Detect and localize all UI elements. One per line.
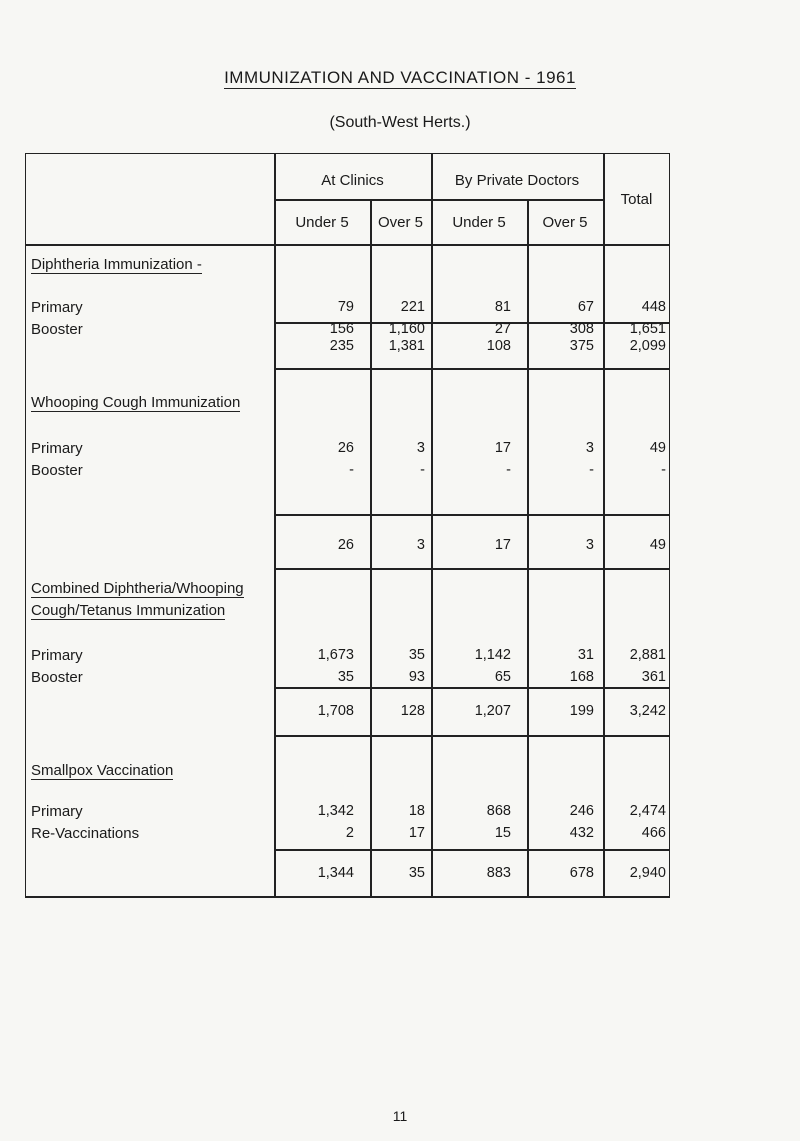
cell-value: - (420, 462, 425, 478)
cell-value: 65 (494, 669, 511, 685)
header-total: Total (620, 191, 653, 208)
header-at-clinics: At Clinics (321, 172, 384, 189)
cell-value: 432 (569, 825, 594, 841)
page-title: IMMUNIZATION AND VACCINATION - 1961 (224, 68, 576, 87)
cell-value: 1,142 (474, 647, 511, 663)
cell-value: - (661, 462, 666, 478)
header-clinics-over-5: Over 5 (377, 214, 423, 231)
page-number: 11 (392, 1108, 408, 1124)
row-label: Re-Vaccinations (31, 825, 140, 842)
row-label: Primary (31, 299, 83, 316)
row-label: Primary (31, 803, 83, 820)
total-value: 375 (569, 338, 594, 354)
cell-value: 2 (345, 825, 354, 841)
cell-value: - (589, 462, 594, 478)
total-value: 883 (486, 865, 511, 881)
cell-value: 246 (569, 803, 594, 819)
cell-value: 2,881 (629, 647, 666, 663)
cell-value: 2,474 (629, 803, 666, 819)
subtotal-line (274, 735, 670, 737)
total-value: 17 (494, 537, 511, 553)
total-value: 1,708 (317, 703, 354, 719)
cell-value: 466 (641, 825, 666, 841)
total-value: 128 (400, 703, 425, 719)
cell-value: 156 (329, 321, 354, 337)
cell-value: 15 (494, 825, 511, 841)
cell-value: 221 (400, 299, 425, 315)
row-label: Booster (31, 462, 83, 479)
cell-value: 18 (408, 803, 425, 819)
total-value: 199 (569, 703, 594, 719)
page-subtitle: (South-West Herts.) (329, 114, 471, 131)
cell-value: 308 (569, 321, 594, 337)
cell-value: 35 (408, 647, 425, 663)
total-value: 1,344 (317, 865, 354, 881)
cell-value: 1,673 (317, 647, 354, 663)
cell-value: 168 (569, 669, 594, 685)
total-value: 2,099 (629, 338, 666, 354)
cell-value: 81 (494, 299, 511, 315)
section-title-whooping-cough: Whooping Cough Immunization (31, 394, 241, 411)
cell-value: 17 (408, 825, 425, 841)
header-subdivider (274, 199, 603, 201)
header-clinics-under-5: Under 5 (295, 214, 349, 231)
total-value: 2,940 (629, 865, 666, 881)
cell-value: 3 (585, 440, 594, 456)
cell-value: 361 (641, 669, 666, 685)
header-bottom-line (25, 244, 670, 246)
row-label: Booster (31, 669, 83, 686)
total-value: 49 (649, 537, 666, 553)
total-value: 678 (569, 865, 594, 881)
subtotal-line (274, 687, 670, 689)
cell-value: - (349, 462, 354, 478)
cell-value: - (506, 462, 511, 478)
cell-value: 1,651 (629, 321, 666, 337)
total-value: 1,381 (388, 338, 425, 354)
column-divider (603, 153, 605, 898)
column-divider (431, 153, 433, 898)
column-divider (274, 153, 276, 898)
total-value: 108 (486, 338, 511, 354)
cell-value: 3 (416, 440, 425, 456)
cell-value: 448 (641, 299, 666, 315)
row-label: Primary (31, 440, 83, 457)
row-label: Primary (31, 647, 83, 664)
total-value: 35 (408, 865, 425, 881)
cell-value: 17 (494, 440, 511, 456)
cell-value: 49 (649, 440, 666, 456)
cell-value: 1,160 (388, 321, 425, 337)
total-value: 1,207 (474, 703, 511, 719)
cell-value: 26 (337, 440, 354, 456)
cell-value: 79 (337, 299, 354, 315)
subtotal-line (274, 849, 670, 851)
cell-value: 27 (494, 321, 511, 337)
section-title-smallpox: Smallpox Vaccination (31, 762, 174, 779)
cell-value: 1,342 (317, 803, 354, 819)
section-title-diphtheria: Diphtheria Immunization - (31, 256, 202, 273)
cell-value: 868 (486, 803, 511, 819)
row-label: Booster (31, 321, 83, 338)
total-value: 235 (329, 338, 354, 354)
subtotal-line (274, 514, 670, 516)
cell-value: 35 (337, 669, 354, 685)
total-value: 3,242 (629, 703, 666, 719)
subtotal-line (274, 368, 670, 370)
cell-value: 31 (577, 647, 594, 663)
header-private-under-5: Under 5 (452, 214, 506, 231)
total-value: 3 (416, 537, 425, 553)
cell-value: 67 (577, 299, 594, 315)
cell-value: 93 (408, 669, 425, 685)
total-value: 26 (337, 537, 354, 553)
total-value: 3 (585, 537, 594, 553)
section-title-combined: Combined Diphtheria/Whooping (31, 580, 244, 597)
header-by-private-doctors: By Private Doctors (454, 172, 580, 189)
header-private-over-5: Over 5 (542, 214, 588, 231)
subtotal-line (274, 568, 670, 570)
section-title-combined-line2: Cough/Tetanus Immunization (31, 602, 226, 619)
